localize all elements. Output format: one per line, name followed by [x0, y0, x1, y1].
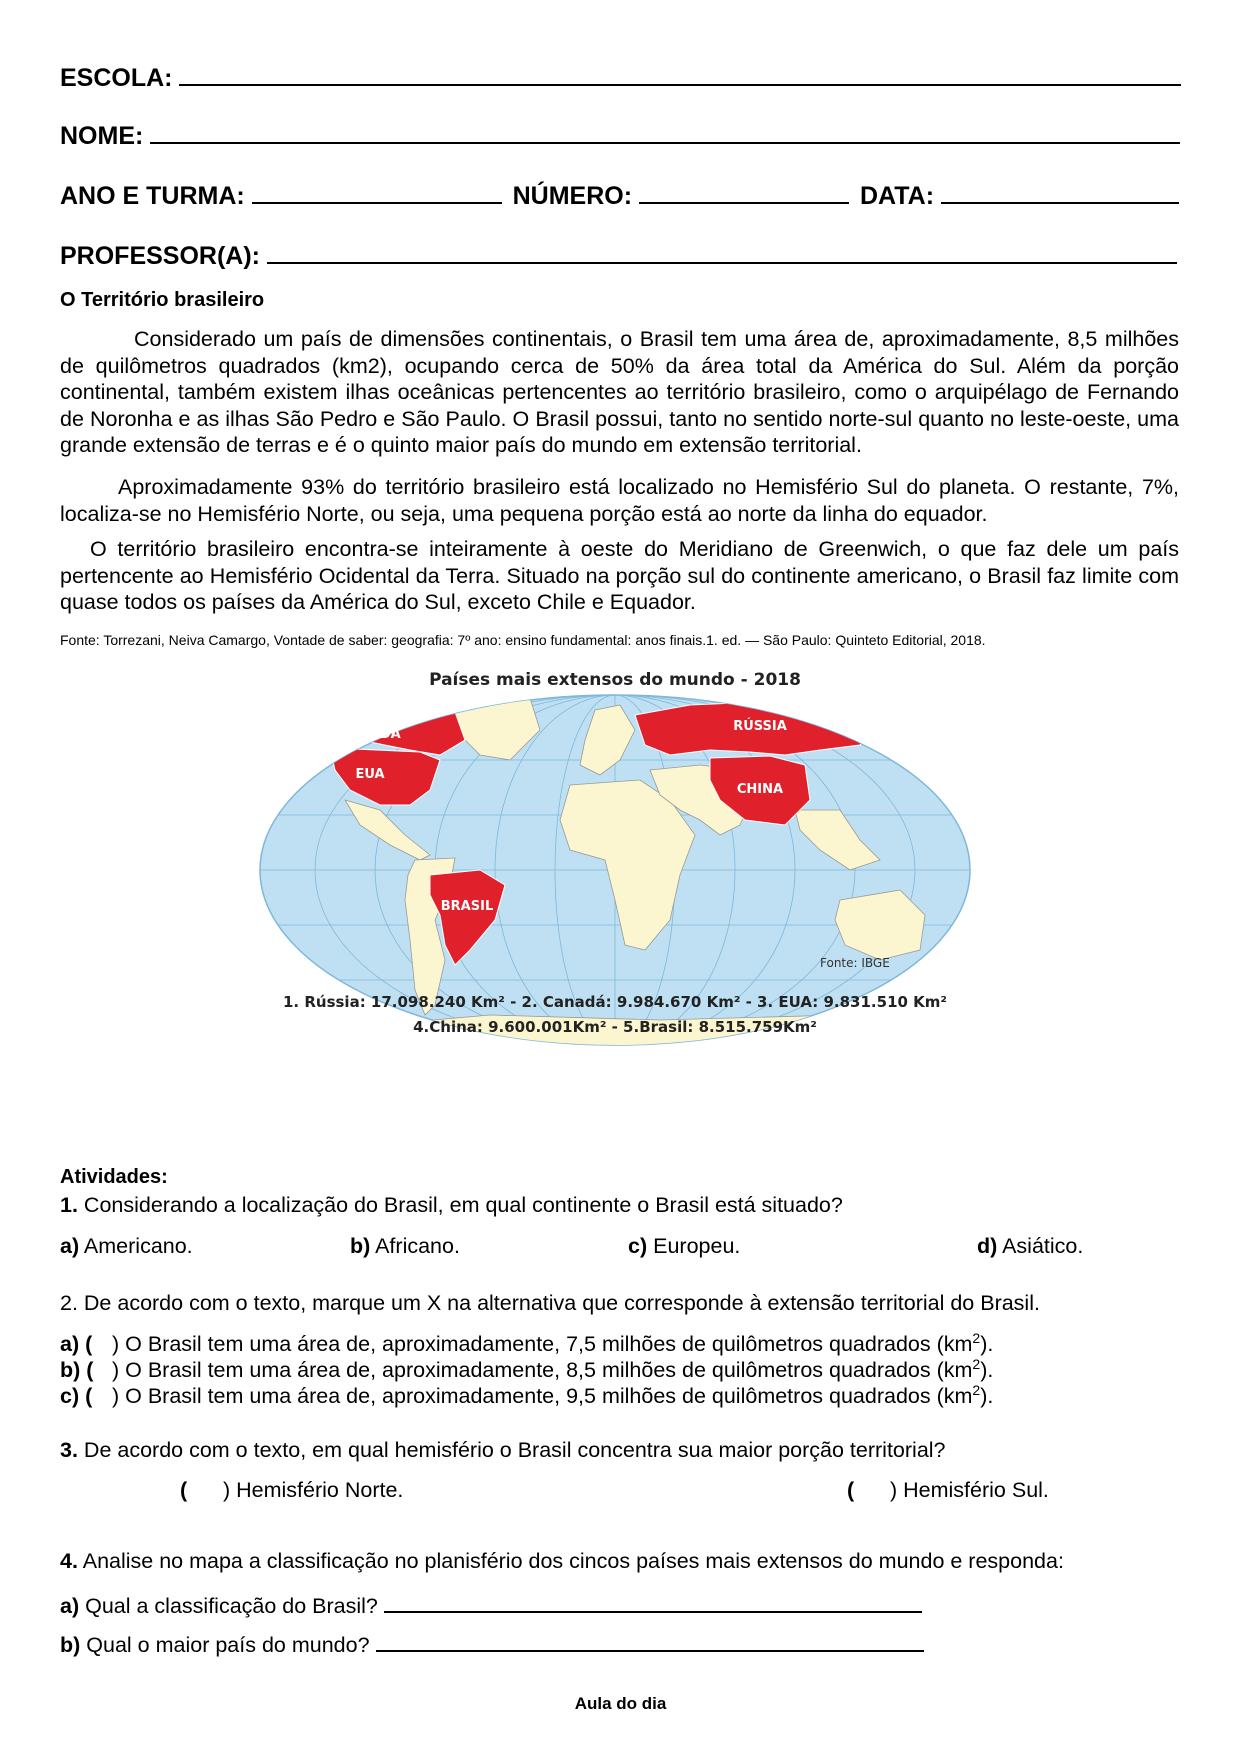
name-field[interactable]: [60, 120, 1180, 151]
paragraph-3: O território brasileiro encontra-se inteiramente à oeste do Meridiano de Greenwich, o que faz dele um país pertencente ao Hemisfério Ocidental da Terra. Situado na porção sul do continente americano, o Brasil faz limite com quase todos os países da América do Sul, exceto Chile e Equador.: [60, 537, 1179, 614]
q2-option-c-text: ) O Brasil tem uma área de, aproximadamente, 9,5 milhões de quilômetros quadrados (km: [112, 1384, 973, 1409]
q4-b-text: Qual o maior país do mundo?: [86, 1633, 370, 1657]
q2-option-c-letter: c) (: [60, 1384, 93, 1409]
world-map-figure: [240, 660, 1000, 1060]
label-china: CHINA: [736, 782, 784, 797]
q3-option-south-text: ) Hemisfério Sul.: [890, 1478, 1049, 1502]
q2-option-a-letter: a) (: [60, 1332, 93, 1357]
q3-option-north-paren: (: [180, 1478, 188, 1502]
school-line[interactable]: [179, 62, 1181, 86]
q3-option-north[interactable]: [180, 1478, 403, 1503]
q1-option-b-letter: b): [350, 1234, 371, 1258]
q1-text: Considerando a localização do Brasil, em qual continente o Brasil está situado?: [83, 1193, 843, 1217]
q2-option-b-text: ) O Brasil tem uma área de, aproximadamente, 8,5 milhões de quilômetros quadrados (km: [112, 1358, 973, 1383]
name-line[interactable]: [150, 120, 1180, 144]
q1-option-b-text: Africano.: [375, 1234, 460, 1258]
text-source: Fonte: Torrezani, Neiva Camargo, Vontade de saber: geografia: 7º ano: ensino fundamental: anos finais.1. ed. — São Paulo: Quinteto Editorial, 2018.: [60, 632, 986, 648]
q2-option-a-text: ) O Brasil tem uma área de, aproximadamente, 7,5 milhões de quilômetros quadrados (km: [112, 1332, 973, 1357]
footer: Aula do dia: [574, 1694, 667, 1713]
q2-option-c-sup: 2: [972, 1382, 981, 1398]
class-label: ANO E TURMA:: [60, 182, 245, 210]
q1-number: 1.: [60, 1193, 78, 1217]
q2-option-b-letter: b) (: [60, 1358, 94, 1383]
class-row: [60, 180, 1179, 211]
paragraph-2: Aproximadamente 93% do território brasileiro está localizado no Hemisfério Sul do planeta. O restante, 7%, localiza-se no Hemisfério Norte, ou seja, uma pequena porção está ao norte da linha do equador.: [60, 475, 1179, 526]
q4-a-answer-line[interactable]: [384, 1589, 922, 1613]
q4-number: 4.: [60, 1549, 78, 1573]
q1-option-d-text: Asiático.: [1002, 1234, 1084, 1258]
q2-option-a-sup: 2: [972, 1330, 981, 1346]
section-title: O Território brasileiro: [60, 289, 265, 311]
map-caption-line-2: 4.China: 9.600.001Km² - 5.Brasil: 8.515.759Km²: [413, 1018, 817, 1036]
teacher-label: PROFESSOR(A):: [60, 242, 260, 270]
q2-option-c-end: ).: [980, 1384, 994, 1409]
q1-option-a-text: Americano.: [83, 1234, 193, 1258]
number-line[interactable]: [639, 180, 849, 204]
q2-option-b-sup: 2: [972, 1356, 981, 1372]
activities-title: Atividades:: [60, 1166, 168, 1188]
q3-option-south[interactable]: [847, 1478, 1049, 1503]
q4-item-a: [60, 1589, 922, 1619]
map-source: Fonte: IBGE: [820, 956, 890, 970]
q2-option-c[interactable]: [60, 1382, 993, 1409]
q3-option-south-paren: (: [847, 1478, 855, 1502]
q4-text: Analise no mapa a classificação no planisfério dos cincos países mais extensos do mundo e responda:: [82, 1549, 1064, 1573]
q1-option-a-letter: a): [60, 1234, 80, 1258]
label-usa: EUA: [355, 767, 385, 782]
number-label: NÚMERO:: [512, 182, 633, 210]
q2-option-a-end: ).: [980, 1332, 994, 1357]
question-3: [60, 1438, 946, 1463]
q1-option-c-text: Europeu.: [653, 1234, 741, 1258]
q2-option-b[interactable]: [60, 1356, 993, 1383]
q1-option-a[interactable]: [60, 1234, 193, 1259]
question-1: [60, 1193, 843, 1218]
q4-a-text: Qual a classificação do Brasil?: [85, 1594, 378, 1618]
q1-option-c[interactable]: [628, 1234, 740, 1259]
class-line[interactable]: [252, 180, 502, 204]
question-2: 2. De acordo com o texto, marque um X na alternativa que corresponde à extensão territorial do Brasil.: [60, 1291, 1040, 1315]
map-title: Países mais extensos do mundo - 2018: [429, 670, 801, 690]
label-canada: CANADÁ: [339, 727, 401, 742]
q4-b-letter: b): [60, 1633, 81, 1657]
school-label: ESCOLA:: [60, 64, 173, 92]
q3-text: De acordo com o texto, em qual hemisfério o Brasil concentra sua maior porção territorial?: [83, 1438, 946, 1462]
teacher-line[interactable]: [267, 240, 1177, 264]
q1-option-d-letter: d): [977, 1234, 998, 1258]
question-4: [60, 1549, 1064, 1574]
school-field[interactable]: [60, 62, 1181, 93]
teacher-field[interactable]: [60, 240, 1177, 271]
q3-option-north-text: ) Hemisfério Norte.: [223, 1478, 404, 1502]
map-caption-line-1: 1. Rússia: 17.098.240 Km² - 2. Canadá: 9.984.670 Km² - 3. EUA: 9.831.510 Km²: [282, 993, 948, 1011]
q1-option-b[interactable]: [350, 1234, 460, 1259]
q3-number: 3.: [60, 1438, 78, 1462]
q1-option-d[interactable]: [977, 1234, 1083, 1259]
paragraph-1: Considerado um país de dimensões continentais, o Brasil tem uma área de, aproximadamente, 8,5 milhões de quilômetros quadrados (km2), ocupando cerca de 50% da área total da América do Sul. Além da porção continental, também existem ilhas oceânicas pertencentes ao território brasileiro, como o arquipélago de Fernando de Noronha e as ilhas São Pedro e São Paulo. O Brasil possui, tanto no sentido norte-sul quanto no leste-oeste, uma grande extensão de terras e é o quinto maior país do mundo em extensão territorial.: [60, 327, 1179, 457]
q2-option-b-end: ).: [980, 1358, 994, 1383]
q2-option-a[interactable]: [60, 1330, 993, 1357]
date-label: DATA:: [859, 182, 935, 210]
q4-item-b: [60, 1628, 924, 1658]
name-label: NOME:: [60, 122, 144, 150]
label-brazil: BRASIL: [440, 899, 494, 914]
q4-b-answer-line[interactable]: [376, 1628, 924, 1652]
q4-a-letter: a): [60, 1594, 80, 1618]
date-line[interactable]: [941, 180, 1179, 204]
label-russia: RÚSSIA: [733, 719, 787, 734]
q1-option-c-letter: c): [628, 1234, 648, 1258]
